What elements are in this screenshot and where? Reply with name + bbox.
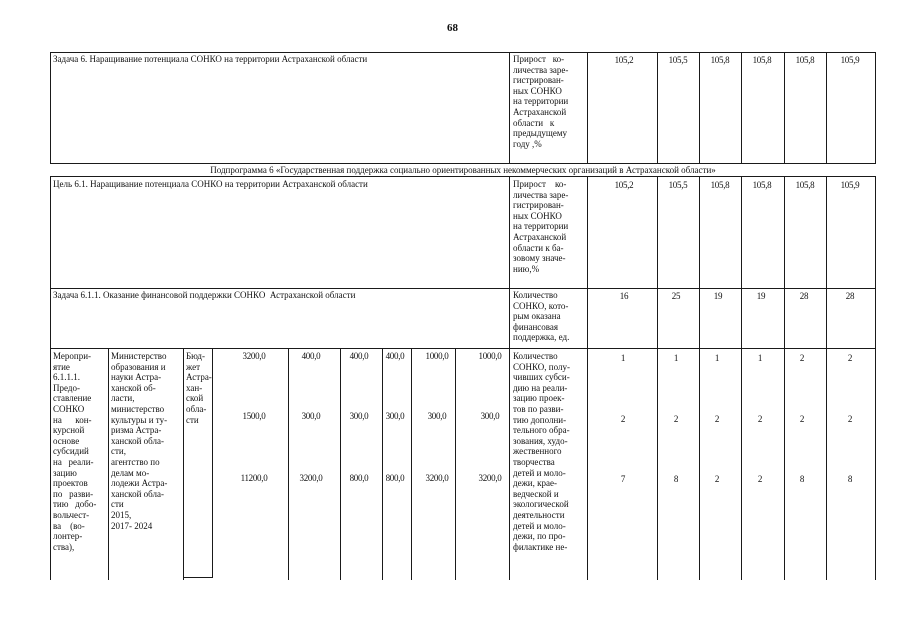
task-6-1-1-value: 28: [799, 291, 809, 301]
finance-value: 400,0: [385, 351, 405, 361]
task-6-title: Задача 6. Наращивание потенциала СОНКО на территории Астраханской области: [53, 54, 368, 64]
indicator-value: 2: [757, 414, 763, 424]
indicator-value: 8: [847, 474, 853, 484]
goal-6-1-value: 105,8: [710, 180, 730, 190]
measure-indicator: [513, 351, 570, 552]
indicator-line: области к: [513, 117, 555, 128]
indicator-value: 2: [799, 353, 805, 363]
measure-name-line: проектов: [53, 478, 88, 489]
column-divider: [50, 348, 51, 580]
task-6-1-1-value: 16: [619, 291, 629, 301]
indicator-line: области к ба-: [513, 242, 564, 253]
finance-value: 300,0: [349, 411, 369, 421]
indicator-line: тельного обра-: [513, 425, 570, 436]
measure-name-line: ставление: [53, 393, 92, 404]
column-divider: [382, 348, 383, 580]
indicator-line: экологической: [513, 499, 569, 510]
executor-line: ласти,: [111, 393, 135, 404]
indicator-line: СОНКО, кото-: [513, 300, 569, 311]
executor-line: лодежи Астра-: [111, 478, 168, 489]
measure-name-line: по разви-: [53, 488, 94, 499]
indicator-line: Астраханской: [513, 231, 567, 242]
indicator-line: году ,%: [513, 138, 542, 149]
goal-6-1-value: 105,9: [840, 180, 860, 190]
executor-line: сти,: [111, 446, 126, 457]
task-6-indicator: [513, 54, 568, 149]
indicator-line: предыдущему: [513, 128, 568, 139]
indicator-line: поддержка, ед.: [513, 332, 570, 343]
indicator-line: личества заре-: [513, 189, 569, 200]
finance-value: 800,0: [385, 473, 405, 483]
goal-6-1-value: 105,8: [795, 180, 815, 190]
indicator-line: ных СОНКО: [513, 210, 562, 221]
executor-line: образования и: [111, 361, 166, 372]
finance-value: 3200,0: [299, 473, 323, 483]
executor-line: ханской обла-: [111, 488, 165, 499]
indicator-value: 1: [673, 353, 679, 363]
finance-value: 1500,0: [242, 411, 266, 421]
column-divider: [455, 348, 456, 580]
indicator-line: на территории: [513, 96, 569, 107]
funding-source: [186, 351, 212, 425]
measure-name-line: субсидий: [53, 446, 89, 457]
indicator-line: дежи, крае-: [513, 478, 557, 489]
column-divider: [509, 348, 510, 580]
executor-line: Министерство: [111, 351, 167, 361]
finance-value: 1000,0: [478, 351, 502, 361]
finance-value: 3200,0: [242, 351, 266, 361]
goal-6-1-title: Цель 6.1. Наращивание потенциала СОНКО на территории Астраханской области: [53, 179, 368, 189]
executor-line: сти: [111, 499, 124, 510]
indicator-value: 2: [757, 474, 763, 484]
column-divider: [509, 52, 510, 164]
measure-name-line: лонтер-: [53, 531, 83, 542]
source-line: ской: [186, 393, 204, 404]
source-cell-bottom: [183, 577, 213, 578]
column-divider: [183, 348, 184, 580]
indicator-line: ных СОНКО: [513, 85, 562, 96]
column-divider: [587, 348, 588, 580]
column-divider: [587, 176, 588, 349]
source-line: жет: [186, 361, 201, 372]
row-divider: [50, 176, 876, 177]
table-border-top: [50, 52, 876, 53]
indicator-value: 1: [714, 353, 720, 363]
column-divider: [108, 348, 109, 580]
task-6-value: 105,5: [668, 55, 688, 65]
indicator-line: рым оказана: [513, 311, 561, 322]
page-number: 68: [447, 22, 458, 34]
column-divider: [784, 348, 785, 580]
indicator-line: нию,%: [513, 263, 540, 274]
indicator-value: 1: [620, 353, 626, 363]
indicator-line: детей и моло-: [513, 520, 566, 531]
task-6-value: 105,2: [614, 55, 634, 65]
column-divider: [699, 176, 700, 349]
task-6-1-1-indicator: [513, 290, 569, 343]
indicator-line: детей и моло-: [513, 467, 566, 478]
indicator-line: на территории: [513, 221, 569, 232]
task-6-value: 105,8: [710, 55, 730, 65]
indicator-value: 2: [847, 414, 853, 424]
indicator-value: 2: [799, 414, 805, 424]
indicator-line: Прирост ко-: [513, 54, 565, 64]
finance-value: 400,0: [301, 351, 321, 361]
indicator-value: 8: [673, 474, 679, 484]
table-border-right: [875, 52, 876, 164]
measure-name-line: на реали-: [53, 456, 94, 467]
indicator-value: 8: [799, 474, 805, 484]
indicator-line: зацию проек-: [513, 393, 565, 404]
goal-6-1-value: 105,8: [752, 180, 772, 190]
executor-line: ханской обла-: [111, 435, 165, 446]
column-divider: [784, 52, 785, 164]
column-divider: [741, 52, 742, 164]
indicator-value: 2: [847, 353, 853, 363]
goal-6-1-value: 105,2: [614, 180, 634, 190]
indicator-line: финансовая: [513, 321, 559, 332]
column-divider: [657, 176, 658, 349]
task-6-1-1-title: Задача 6.1.1. Оказание финансовой поддержки СОНКО Астраханской области: [53, 290, 356, 300]
indicator-line: чивших субси-: [513, 372, 570, 383]
measure-name-line: тию добо-: [53, 499, 97, 510]
column-divider: [826, 52, 827, 164]
indicator-line: зования, худо-: [513, 435, 568, 446]
indicator-value: 1: [757, 353, 763, 363]
indicator-line: творчества: [513, 456, 555, 467]
indicator-line: тию дополни-: [513, 414, 567, 425]
measure-name-line: на кон-: [53, 414, 92, 425]
indicator-line: гистрирован-: [513, 200, 564, 211]
finance-value: 300,0: [301, 411, 321, 421]
row-divider: [50, 163, 876, 164]
executor-line: 2017- 2024: [111, 520, 153, 531]
column-divider: [587, 52, 588, 164]
indicator-line: жественного: [513, 446, 562, 457]
goal-6-1-indicator: [513, 179, 568, 274]
indicator-line: ведческой и: [513, 488, 559, 499]
indicator-line: дию на реали-: [513, 382, 568, 393]
measure-name: [53, 351, 106, 552]
executor-line: агентство по: [111, 456, 160, 467]
indicator-line: Прирост ко-: [513, 179, 567, 189]
measure-name-line: вольчест-: [53, 509, 90, 520]
column-divider: [826, 348, 827, 580]
source-line: Бюд-: [186, 351, 206, 361]
executor-line: культуры и ту-: [111, 414, 168, 425]
task-6-value: 105,8: [795, 55, 815, 65]
table-border-left: [50, 176, 51, 349]
column-divider: [340, 348, 341, 580]
indicator-line: деятельности: [513, 509, 565, 520]
finance-value: 300,0: [480, 411, 500, 421]
column-divider: [784, 176, 785, 349]
finance-value: 300,0: [385, 411, 405, 421]
subprogram-heading: Подпрограмма 6 «Государственная поддержка социально ориентированных некоммерческих организаций в Астраханской области»: [210, 165, 716, 175]
executor-line: министерство: [111, 403, 165, 414]
measure-name-line: Предо-: [53, 382, 80, 393]
finance-value: 300,0: [427, 411, 447, 421]
indicator-line: Астраханской: [513, 106, 567, 117]
column-divider: [411, 348, 412, 580]
executor-line: ханской об-: [111, 382, 156, 393]
indicator-line: СОНКО, полу-: [513, 361, 570, 372]
measure-name-line: курсной: [53, 425, 85, 436]
source-line: сти: [186, 414, 199, 425]
indicator-value: 2: [673, 414, 679, 424]
indicator-line: филактике не-: [513, 541, 568, 552]
source-line: обла-: [186, 403, 207, 414]
source-line: Астра-: [186, 372, 212, 383]
row-divider: [50, 348, 876, 349]
measure-name-line: зацию: [53, 467, 77, 478]
indicator-value: 7: [620, 474, 626, 484]
finance-value: 400,0: [349, 351, 369, 361]
task-6-1-1-value: 28: [845, 291, 855, 301]
column-divider: [699, 348, 700, 580]
goal-6-1-value: 105,5: [668, 180, 688, 190]
row-divider: [50, 288, 876, 289]
column-divider: [288, 348, 289, 580]
finance-value: 800,0: [349, 473, 369, 483]
task-6-1-1-value: 19: [713, 291, 723, 301]
column-divider: [657, 52, 658, 164]
column-divider: [657, 348, 658, 580]
executor-line: делам мо-: [111, 467, 150, 478]
table-border-left: [50, 52, 51, 164]
indicator-line: Количество: [513, 290, 558, 300]
indicator-value: 2: [714, 474, 720, 484]
measure-name-line: основе: [53, 435, 80, 446]
indicator-line: гистрирован-: [513, 75, 564, 86]
measure-name-line: 6.1.1.1.: [53, 372, 80, 383]
indicator-value: 2: [620, 414, 626, 424]
task-6-1-1-value: 25: [671, 291, 681, 301]
measure-name-line: СОНКО: [53, 403, 85, 414]
finance-value: 3200,0: [478, 473, 502, 483]
indicator-line: зовому значе-: [513, 253, 566, 264]
measure-name-line: ва (во-: [53, 520, 85, 531]
source-line: хан-: [186, 382, 203, 393]
column-divider: [826, 176, 827, 349]
measure-name-line: ства),: [53, 541, 75, 552]
indicator-line: Количество: [513, 351, 558, 361]
table-border-right: [875, 348, 876, 580]
indicator-line: дежи, по про-: [513, 531, 566, 542]
finance-value: 11200,0: [240, 473, 268, 483]
task-6-value: 105,9: [840, 55, 860, 65]
executor-line: науки Астра-: [111, 372, 162, 383]
task-6-value: 105,8: [752, 55, 772, 65]
column-divider: [741, 176, 742, 349]
finance-value: 1000,0: [425, 351, 449, 361]
measure-name-line: Меропри-: [53, 351, 92, 361]
column-divider: [509, 176, 510, 349]
indicator-value: 2: [714, 414, 720, 424]
column-divider: [699, 52, 700, 164]
task-6-1-1-value: 19: [756, 291, 766, 301]
indicator-line: личества заре-: [513, 64, 569, 75]
column-divider: [212, 348, 213, 578]
executor-line: 2015,: [111, 509, 132, 520]
measure-executor: [111, 351, 167, 531]
finance-value: 3200,0: [425, 473, 449, 483]
column-divider: [741, 348, 742, 580]
measure-name-line: ятие: [53, 361, 70, 372]
table-border-right: [875, 176, 876, 349]
indicator-line: тов по разви-: [513, 403, 564, 414]
executor-line: ризма Астра-: [111, 425, 162, 436]
